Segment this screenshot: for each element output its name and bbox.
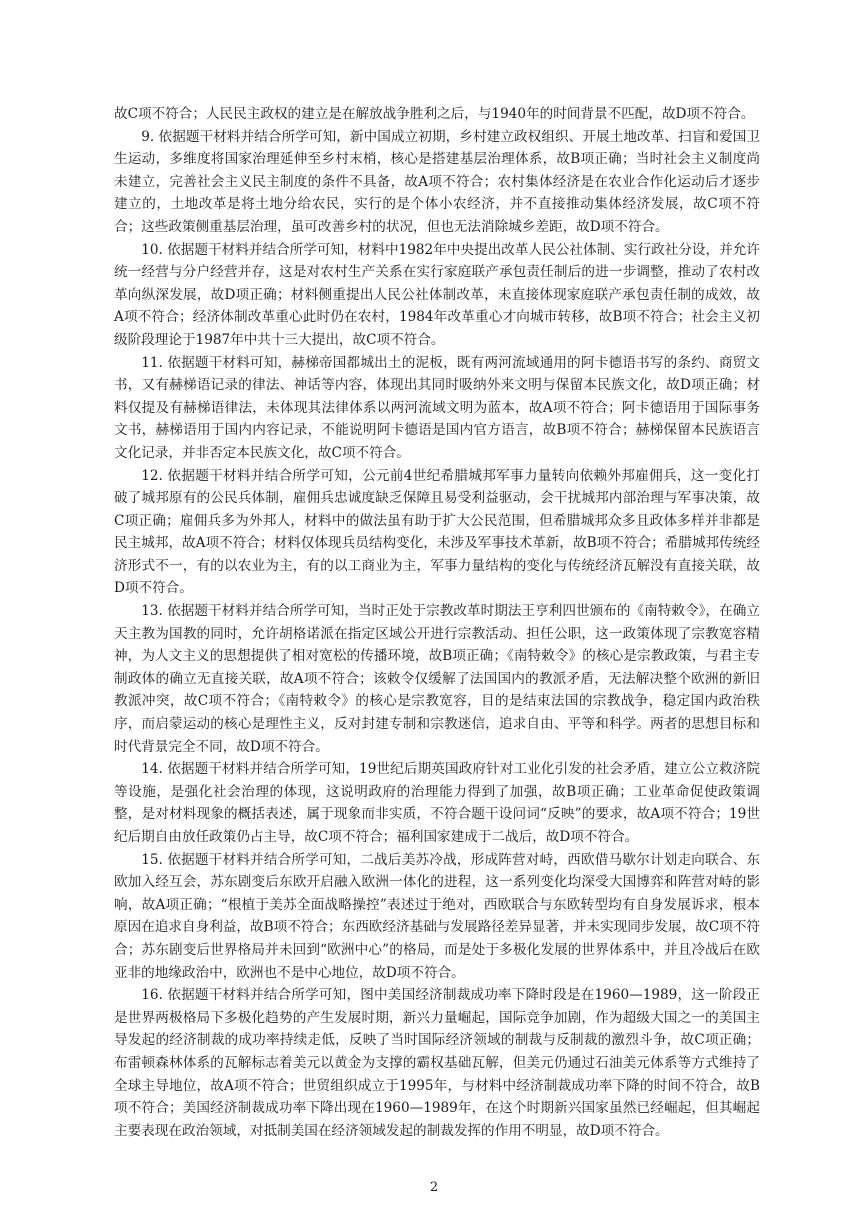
answer-paragraph-10: 10. 依据题干材料并结合所学可知，材料中1982年中央提出改革人民公社体制、实行政社分设，并允许统一经营与分户经营并存，这是对农村生产关系在实行家庭联产承包责任制后的进一步调整，推动了农村改革向纵深发展，故D项正确；材料侧重提出人民公社体制改革，未直接体现家庭联产承包责任制的成效，故A项不符合；经济体制改革重心此时仍在农村，1984年改革重心才向城市转移，故B项不符合；社会主义初级阶段理论于1987年中共十三大提出，故C项不符合。: [114, 241, 760, 348]
answer-paragraph-15: 15. 依据题干材料并结合所学可知，二战后美苏冷战，形成阵营对峙，西欧借马歇尔计划走向联合、东欧加入经互会，苏东剧变后东欧开启融入欧洲一体化的进程，这一系列变化均深受大国博弈和阵营对峙的影响，故A项正确；“根植于美苏全面战略操控”表述过于绝对，西欧联合与东欧转型均有自身发展诉求，根本原因在追求自身利益，故B项不符合；东西欧经济基础与发展路径差异显著，并未实现同步发展，故C项不符合；苏东剧变后世界格局并未回到“欧洲中心”的格局，而是处于多极化发展的世界体系中，并且冷战后在欧亚非的地缘政治中，欧洲也不是中心地位，故D项不符合。: [114, 851, 760, 981]
answer-paragraph-12: 12. 依据题干材料并结合所学可知，公元前4世纪希腊城邦军事力量转向依赖外邦雇佣兵，这一变化打破了城邦原有的公民兵体制，雇佣兵忠诚度缺乏保障且易受利益驱动，会干扰城邦内部治理与军事决策，故C项正确；雇佣兵多为外邦人，材料中的做法虽有助于扩大公民范围，但希腊城邦众多且政体多样并非都是民主城邦，故A项不符合；材料仅体现兵员结构变化，未涉及军事技术革新，故B项不符合；希腊城邦传统经济形式不一，有的以农业为主，有的以工商业为主，军事力量结构的变化与传统经济瓦解没有直接关联，故D项不符合。: [114, 467, 760, 597]
answer-paragraph-9: 9. 依据题干材料并结合所学可知，新中国成立初期，乡村建立政权组织、开展土地改革、扫盲和爱国卫生运动，多维度将国家治理延伸至乡村末梢，核心是搭建基层治理体系，故B项正确；当时社会主义制度尚未建立，完善社会主义民主制度的条件不具备，故A项不符合；农村集体经济是在农业合作化运动后才逐步建立的，土地改革是将土地分给农民，实行的是个体小农经济，并不直接推动集体经济发展，故C项不符合；这些政策侧重基层治理，虽可改善乡村的状况，但也无法消除城乡差距，故D项不符合。: [114, 128, 760, 235]
answer-paragraph-13: 13. 依据题干材料并结合所学可知，当时正处于宗教改革时期法王亨利四世颁布的《南特敕令》，在确立天主教为国教的同时，允许胡格诺派在指定区域公开进行宗教活动、担任公职，这一政策体现了宗教宽容精神，为人文主义的思想提供了相对宽松的传播环境，故B项正确；《南特敕令》的核心是宗教政策，与君主专制政体的确立无直接关联，故A项不符合；该敕令仅缓解了法国国内的教派矛盾，无法解决整个欧洲的新旧教派冲突，故C项不符合；《南特敕令》的核心是宗教宽容，目的是结束法国的宗教战争，稳定国内政治秩序，而启蒙运动的核心是理性主义，反对封建专制和宗教迷信，追求自由、平等和科学。两者的思想目标和时代背景完全不同，故D项不符合。: [114, 603, 760, 755]
answer-paragraph-16: 16. 依据题干材料并结合所学可知，图中美国经济制裁成功率下降时段是在1960—1989，这一阶段正是世界两极格局下多极化趋势的产生发展时期，新兴力量崛起，国际竞争加剧，作为超级大国之一的美国主导发起的经济制裁的成功率持续走低，反映了当时国际经济领域的制裁与反制裁的激烈斗争，故C项正确；布雷顿森林体系的瓦解标志着美元以黄金为支撑的霸权基础瓦解，但美元仍通过石油美元体系等方式维持了全球主导地位，故A项不符合；世贸组织成立于1995年，与材料中经济制裁成功率下降的时间不符合，故B项不符合；美国经济制裁成功率下降出现在1960—1989年，在这个时期新兴国家虽然已经崛起，但其崛起主要表现在政治领域，对抵制美国在经济领域发起的制裁发挥的作用不明显，故D项不符合。: [114, 987, 760, 1139]
answer-paragraph-11: 11. 依据题干材料可知，赫梯帝国都城出土的泥板，既有两河流域通用的阿卡德语书写的条约、商贸文书，又有赫梯语记录的律法、神话等内容，体现出其同时吸纳外来文明与保留本民族文化，故D项正确；材料仅提及有赫梯语律法，未体现其法律体系以两河流域文明为蓝本，故A项不符合；阿卡德语用于国际事务文书，赫梯语用于国内内容记录，不能说明阿卡德语是国内官方语言，故B项不符合；赫梯保留本民族语言文化记录，并非否定本民族文化，故C项不符合。: [114, 354, 760, 461]
answer-paragraph-14: 14. 依据题干材料并结合所学可知，19世纪后期英国政府针对工业化引发的社会矛盾，建立公立救济院等设施，是强化社会治理的体现，这说明政府的治理能力得到了加强，故B项正确；工业革命促使政策调整，是对材料现象的概括表述，属于现象而非实质，不符合题干设问词“反映”的要求，故A项不符合；19世纪后期自由放任政策仍占主导，故C项不符合；福利国家建成于二战后，故D项不符合。: [114, 761, 760, 845]
paragraph-continuation: 故C项不符合；人民民主政权的建立是在解放战争胜利之后，与1940年的时间背景不匹配，故D项不符合。: [114, 106, 755, 122]
page-number: 2: [429, 1180, 439, 1195]
